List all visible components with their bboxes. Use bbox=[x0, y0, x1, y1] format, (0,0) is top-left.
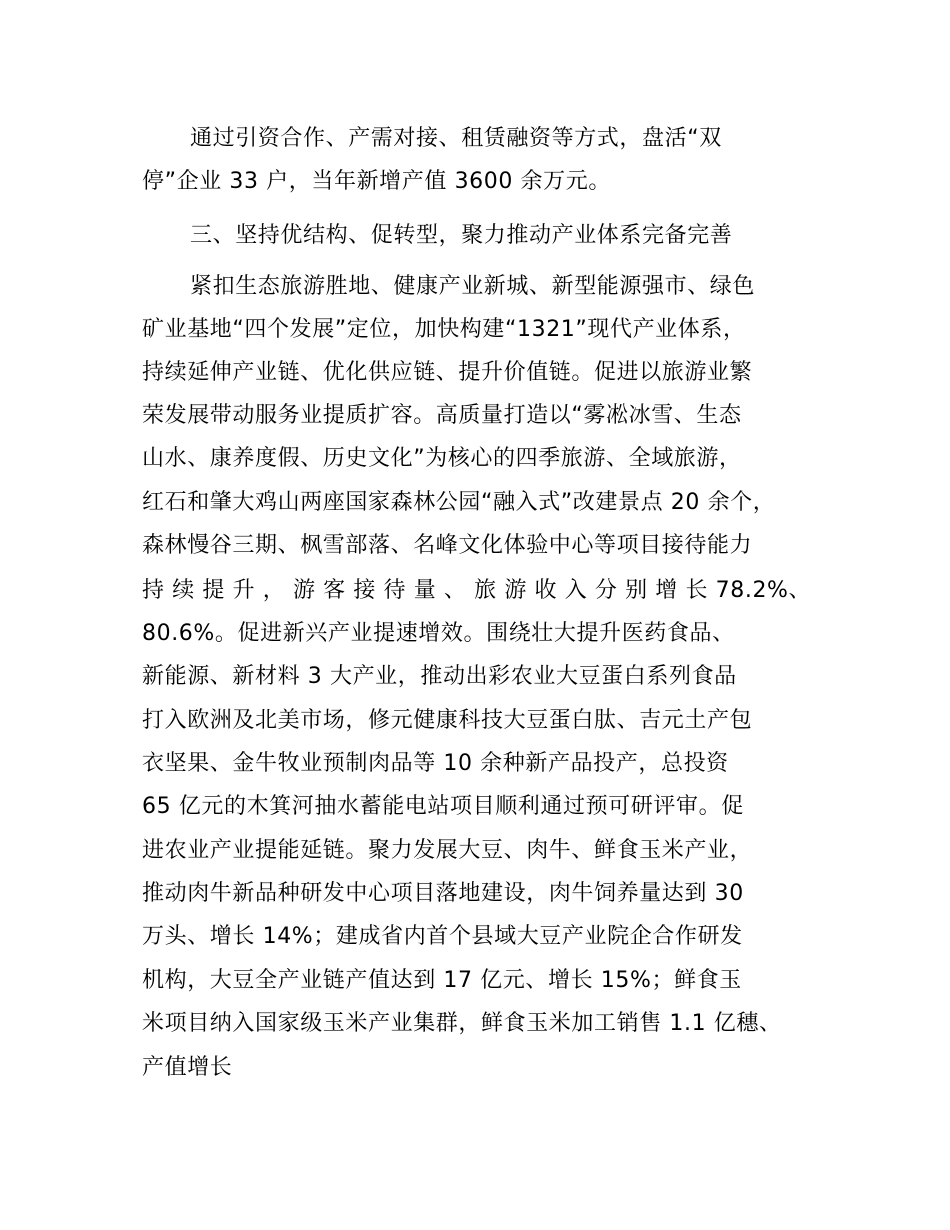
text-line-7: 荣发展带动服务业提质扩容。高质量打造以“雾凇冰雪、生态 bbox=[142, 403, 742, 428]
text-line-11: 持 续 提 升 ， 游 客 接 待 量 、 旅 游 收 入 分 别 增 长 78.2%、 bbox=[142, 578, 812, 603]
text-line-17: 进农业产业提能延链。聚力发展大豆、肉牛、鲜食玉米产业， bbox=[142, 838, 753, 863]
text-line-10: 森林慢谷三期、枫雪部落、名峰文化体验中心等项目接待能力 bbox=[142, 533, 753, 558]
text-line-13: 新能源、新材料 3 大产业，推动出彩农业大豆蛋白系列食品 bbox=[142, 664, 737, 689]
text-line-6: 持续延伸产业链、优化供应链、提升价值链。促进以旅游业繁 bbox=[142, 360, 753, 385]
text-line-15: 衣坚果、金牛牧业预制肉品等 10 余种新产品投产，总投资 bbox=[142, 751, 729, 776]
text-line-14: 打入欧洲及北美市场，修元健康科技大豆蛋白肽、吉元土产包 bbox=[142, 708, 753, 733]
text-line-18: 推动肉牛新品种研发中心项目落地建设，肉牛饲养量达到 30 bbox=[142, 881, 744, 906]
text-line-1: 通过引资合作、产需对接、租赁融资等方式，盘活“双 bbox=[190, 126, 722, 151]
text-line-21: 米项目纳入国家级玉米产业集群，鲜食玉米加工销售 1.1 亿穗、 bbox=[142, 1011, 782, 1036]
text-line-19: 万头、增长 14%；建成省内首个县域大豆产业院企合作研发 bbox=[142, 924, 743, 949]
text-line-20: 机构，大豆全产业链产值达到 17 亿元、增长 15%；鲜食玉 bbox=[142, 968, 742, 993]
section-heading: 三、坚持优结构、促转型，聚力推动产业体系完备完善 bbox=[190, 223, 733, 248]
text-line-16: 65 亿元的木箕河抽水蓄能电站项目顺利通过预可研评审。促 bbox=[142, 794, 744, 819]
text-line-12: 80.6%。促进新兴产业提速增效。围绕壮大提升医药食品、 bbox=[142, 621, 735, 646]
text-line-22: 产值增长 bbox=[142, 1055, 233, 1080]
text-line-9: 红石和肇大鸡山两座国家森林公园“融入式”改建景点 20 余个， bbox=[142, 490, 776, 515]
text-line-5: 矿业基地“四个发展”定位，加快构建“1321”现代产业体系， bbox=[142, 317, 746, 342]
text-line-2: 停”企业 33 户，当年新增产值 3600 余万元。 bbox=[142, 169, 611, 194]
text-line-4: 紧扣生态旅游胜地、健康产业新城、新型能源强市、绿色 bbox=[190, 274, 756, 299]
text-line-8: 山水、康养度假、历史文化”为核心的四季旅游、全域旅游， bbox=[142, 446, 742, 471]
